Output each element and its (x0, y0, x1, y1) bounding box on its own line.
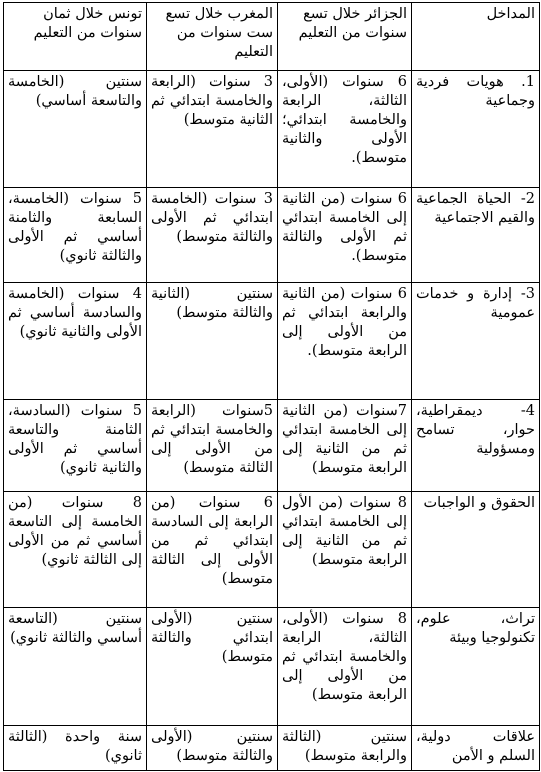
table-row (4, 608, 540, 726)
header-cell-tunisia: تونس خلال ثمان سنوات من التعليم (4, 3, 147, 71)
table-row (4, 400, 540, 492)
header-cell-entries: المداخل (412, 3, 540, 71)
table-cell: سنتين (التاسعة أساسي والثالثة ثانوي) (4, 608, 147, 726)
table-cell: 8 سنوات (من الخامسة إلى التاسعة أساسي ثم من الأولى إلى الثالثة ثانوي) (4, 492, 147, 608)
table-cell: الحقوق و الواجبات (412, 492, 540, 608)
table-cell: سنتين (الخامسة والتاسعة أساسي) (4, 71, 147, 188)
table-header-row (4, 3, 540, 71)
header-cell-morocco: المغرب خلال تسع ست سنوات من التعليم (147, 3, 278, 71)
table-row (4, 71, 540, 188)
table-row (4, 726, 540, 771)
table-cell: 6 سنوات (من الثانية والرابعة ابتدائي ثم من الأولى إلى الرابعة متوسط). (278, 283, 412, 400)
table-cell: 3- إدارة و خدمات عمومية (412, 283, 540, 400)
curriculum-comparison-table (3, 2, 540, 771)
table-cell: 3 سنوات (الرابعة والخامسة ابتدائي ثم الثانية متوسط) (147, 71, 278, 188)
table-cell: 5 سنوات (السادسة، الثامنة والتاسعة أساسي ثم الأولى والثانية ثانوي) (4, 400, 147, 492)
table-cell: 5 سنوات (الخامسة، السابعة والثامنة أساسي ثم الأولى والثالثة ثانوي) (4, 188, 147, 283)
table-cell: علاقات دولية، السلم و الأمن (412, 726, 540, 771)
table-cell: 2- الحياة الجماعية والقيم الاجتماعية (412, 188, 540, 283)
table-cell: 1. هويات فردية وجماعية (412, 71, 540, 188)
table-cell: سنتين (الأولى ابتدائي والثالثة متوسط) (147, 608, 278, 726)
table-row (4, 188, 540, 283)
table-row (4, 492, 540, 608)
header-cell-algeria: الجزائر خلال تسع سنوات من التعليم (278, 3, 412, 71)
table-cell: 6 سنوات (من الرابعة إلى السادسة ابتدائي ثم من الأولى إلى الثالثة متوسط) (147, 492, 278, 608)
table-cell: 8 سنوات (من الأول إلى الخامسة ابتدائي ثم من الثانية إلى الرابعة متوسط) (278, 492, 412, 608)
table-cell: 5سنوات (الرابعة والخامسة ابتدائي ثم من الأولى إلى الثالثة متوسط) (147, 400, 278, 492)
table-row (4, 283, 540, 400)
table-cell: سنتين (الثانية والثالثة متوسط) (147, 283, 278, 400)
table-cell: 6 سنوات (الأولى، الثالثة، الرابعة والخامسة ابتدائي؛ الأولى والثانية متوسط). (278, 71, 412, 188)
table-cell: 3 سنوات (الخامسة ابتدائي ثم الأولى والثالثة متوسط) (147, 188, 278, 283)
table-cell: 6 سنوات (من الثانية إلى الخامسة ابتدائي ثم الأولى والثالثة متوسط). (278, 188, 412, 283)
table-cell: 8 سنوات (الأولى، الثالثة، الرابعة والخامسة ابتدائي ثم من الأولى إلى الرابعة متوسط) (278, 608, 412, 726)
table-cell: سنتين (الأولى والثالثة متوسط) (147, 726, 278, 771)
table-cell: 4 سنوات (الخامسة والسادسة أساسي ثم الأولى والثانية ثانوي) (4, 283, 147, 400)
table-cell: سنة واحدة (الثالثة ثانوي) (4, 726, 147, 771)
table-cell: 7سنوات (من الثانية إلى الخامسة ابتدائي ثم من الثانية إلى الرابعة متوسط) (278, 400, 412, 492)
table-cell: تراث، علوم، تكنولوجيا وبيئة (412, 608, 540, 726)
table-cell: 4- ديمقراطية، حوار، تسامح ومسؤولية (412, 400, 540, 492)
table-cell: سنتين (الثالثة والرابعة متوسط) (278, 726, 412, 771)
